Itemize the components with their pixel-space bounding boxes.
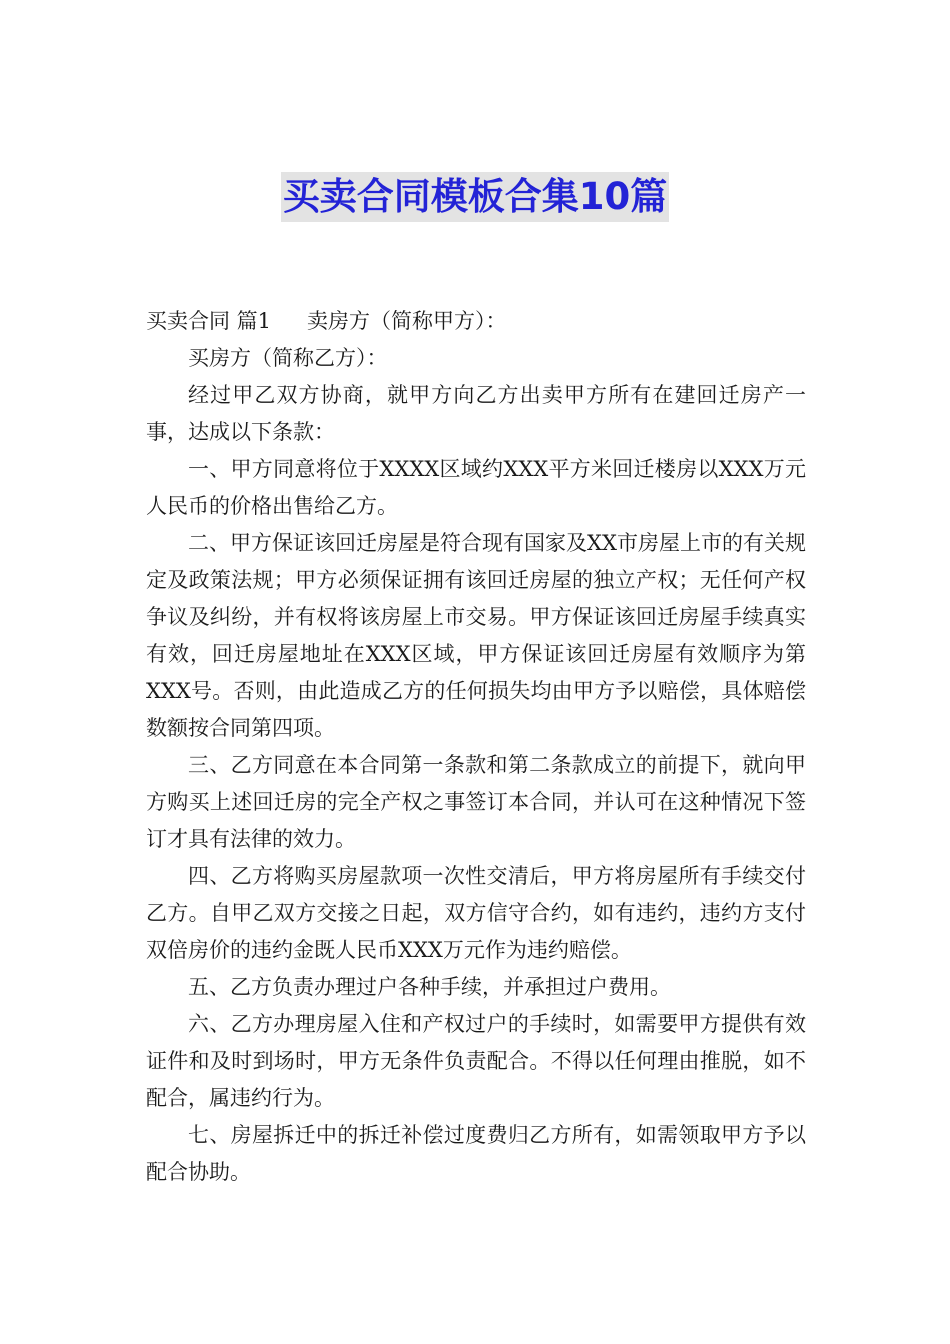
- paragraph: 一、甲方同意将位于XXXX区域约XXX平方米回迁楼房以XXX万元人民币的价格出售给乙方。: [146, 457, 806, 518]
- paragraph: 六、乙方办理房屋入住和产权过户的手续时，如需要甲方提供有效证件和及时到场时，甲方无条件负责配合。不得以任何理由推脱，如不配合，属违约行为。: [146, 1012, 806, 1110]
- document-body: [146, 303, 806, 1191]
- paragraph: 经过甲乙双方协商，就甲方向乙方出卖甲方所有在建回迁房产一事，达成以下条款：: [146, 383, 806, 444]
- paragraph: 二、甲方保证该回迁房屋是符合现有国家及XX市房屋上市的有关规定及政策法规；甲方必须保证拥有该回迁房屋的独立产权；无任何产权争议及纠纷，并有权将该房屋上市交易。甲方保证该回迁房屋手续真实有效，回迁房屋地址在XXX区域，甲方保证该回迁房屋有效顺序为第XXX号。否则，由此造成乙方的任何损失均由甲方予以赔偿，具体赔偿数额按合同第四项。: [146, 531, 806, 740]
- paragraph: 七、房屋拆迁中的拆迁补偿过度费归乙方所有，如需领取甲方予以配合协助。: [146, 1123, 806, 1184]
- seller-line: 卖房方（简称甲方）：: [307, 309, 507, 333]
- document-title: 买卖合同模板合集10篇: [281, 172, 670, 222]
- paragraph: 买房方（简称乙方）：: [188, 346, 388, 370]
- section-label: 买卖合同 篇1: [146, 309, 272, 333]
- title-container: [0, 172, 950, 222]
- paragraph: 四、乙方将购买房屋款项一次性交清后，甲方将房屋所有手续交付乙方。自甲乙双方交接之日起，双方信守合约，如有违约，违约方支付双倍房价的违约金既人民币XXX万元作为违约赔偿。: [146, 864, 806, 962]
- paragraph-header: [146, 303, 806, 340]
- paragraph: 五、乙方负责办理过户各种手续，并承担过户费用。: [188, 975, 671, 999]
- paragraph: 三、乙方同意在本合同第一条款和第二条款成立的前提下，就向甲方购买上述回迁房的完全产权之事签订本合同，并认可在这种情况下签订才具有法律的效力。: [146, 753, 806, 851]
